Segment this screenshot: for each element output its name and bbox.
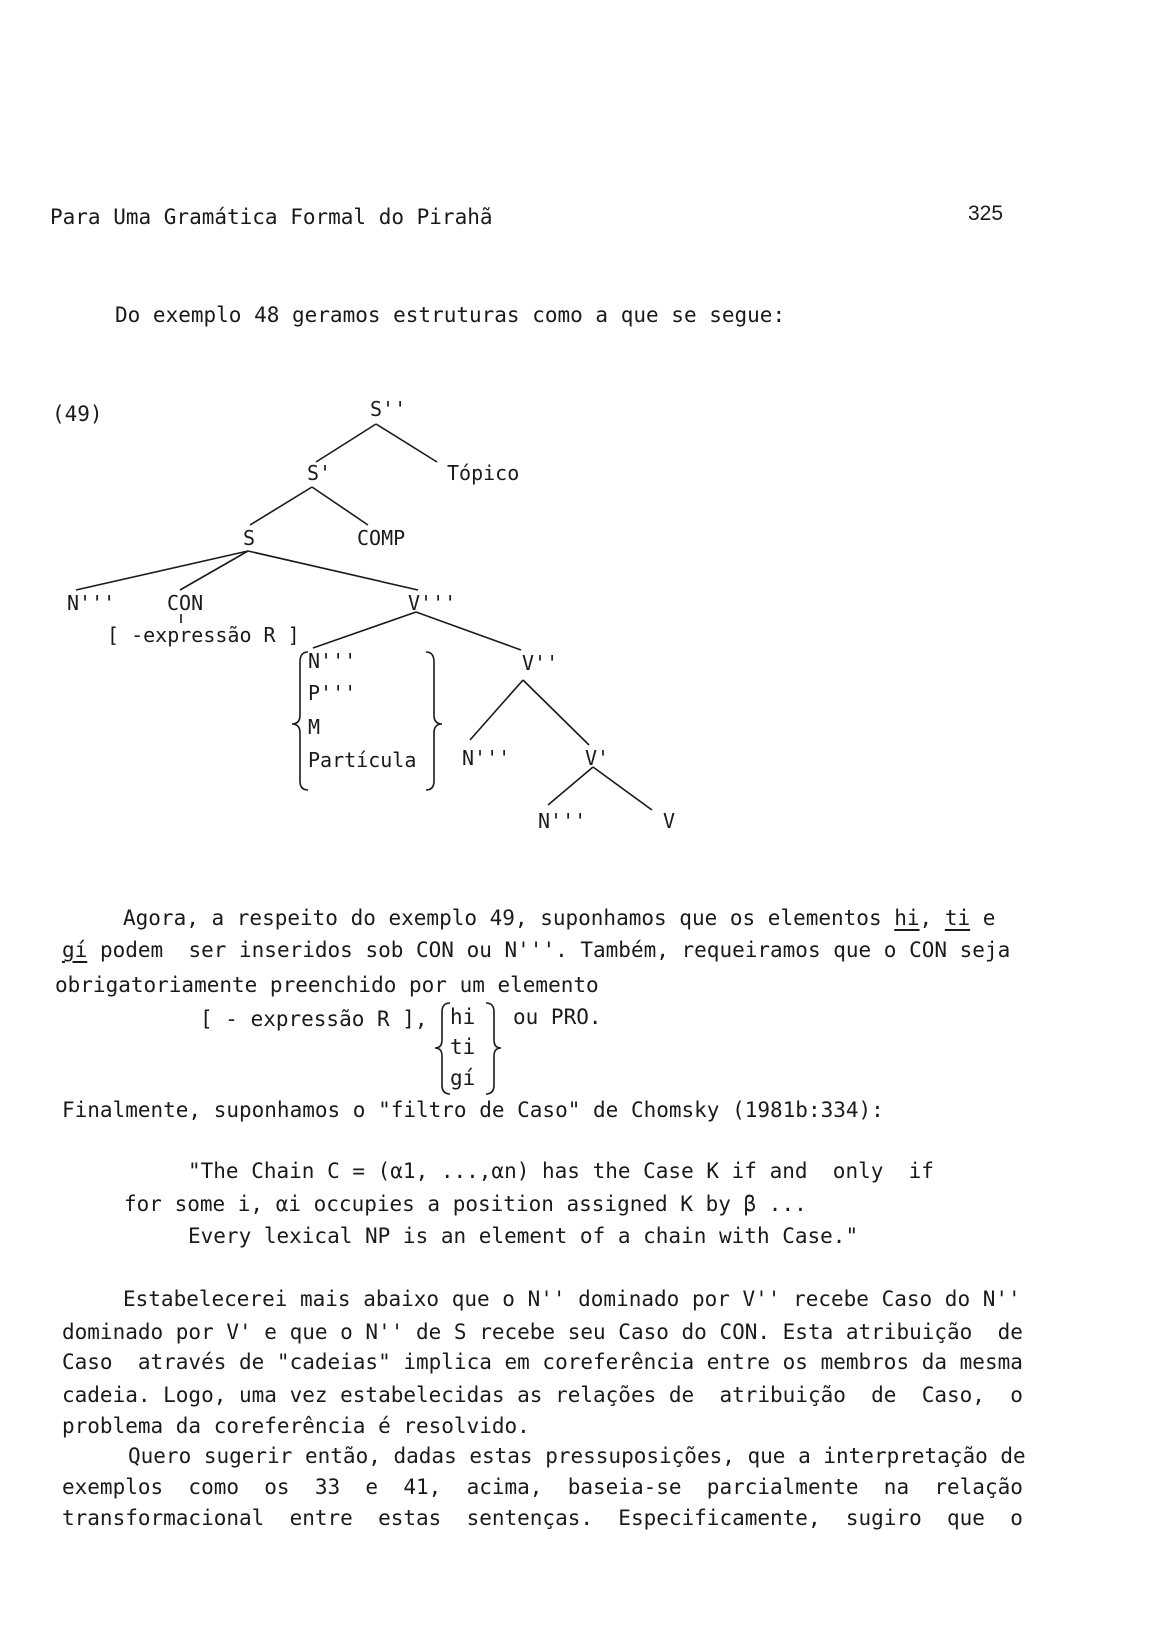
option-m: M bbox=[308, 715, 321, 739]
para3-line1: Quero sugerir então, dadas estas pressuposições, que a interpretação de bbox=[128, 1444, 1026, 1468]
right-curly-brace bbox=[426, 652, 442, 790]
node-v-bar: V' bbox=[585, 746, 610, 770]
finalmente-line: Finalmente, suponhamos o "filtro de Caso" de Chomsky (1981b:334): bbox=[62, 1098, 884, 1122]
branch-s2-topico bbox=[376, 424, 437, 462]
quote-line1: "The Chain C = (α1, ...,αn) has the Case K if and only if bbox=[188, 1159, 934, 1183]
node-s: S bbox=[243, 526, 256, 550]
set-prefix: [ - expressão R ], bbox=[200, 1007, 428, 1031]
branch-v1-n bbox=[548, 767, 593, 805]
set-item-ti: ti bbox=[450, 1035, 476, 1059]
page-number: 325 bbox=[968, 202, 1004, 225]
para3-line2: exemplos como os 33 e 41, acima, baseia-se parcialmente na relação bbox=[62, 1475, 1023, 1499]
branch-s-v3 bbox=[248, 551, 418, 590]
node-n-triple-bar-left: N''' bbox=[67, 591, 116, 615]
node-s-bar: S' bbox=[307, 461, 332, 485]
set-item-gi: gí bbox=[450, 1066, 476, 1090]
para2-line1: Estabelecerei mais abaixo que o N'' dominado por V'' recebe Caso do N'' bbox=[123, 1287, 1021, 1311]
branch-v1-v bbox=[593, 767, 652, 810]
branch-v2-n bbox=[470, 680, 523, 740]
para1-sep: , bbox=[919, 906, 945, 930]
option-n-triple-bar: N''' bbox=[308, 649, 357, 673]
branch-s1-s bbox=[250, 487, 312, 525]
branch-v3-options bbox=[313, 612, 416, 648]
branch-s-n bbox=[76, 551, 248, 590]
para2-line3: Caso através de "cadeias" implica em coreferência entre os membros da mesma bbox=[62, 1350, 1023, 1374]
word-gi: gí bbox=[62, 938, 88, 962]
para1-text-b: e bbox=[970, 906, 996, 930]
node-comp: COMP bbox=[357, 526, 406, 550]
para1-text-a: Agora, a respeito do exemplo 49, suponhamos que os elementos bbox=[123, 906, 895, 930]
node-con: CON bbox=[167, 591, 204, 615]
word-ti: ti bbox=[944, 906, 971, 930]
branch-v2-v1 bbox=[523, 680, 589, 745]
node-s-double-bar: S'' bbox=[370, 397, 407, 421]
word-hi: hi bbox=[894, 906, 920, 930]
para1-line3: obrigatoriamente preenchido por um elemento bbox=[55, 973, 599, 997]
node-topico: Tópico bbox=[447, 461, 520, 485]
set-suffix: ou PRO. bbox=[513, 1005, 602, 1029]
left-curly-brace bbox=[292, 652, 308, 790]
para1-line1 bbox=[123, 908, 995, 929]
option-p-triple-bar: P''' bbox=[308, 681, 357, 705]
para2-line4: cadeia. Logo, uma vez estabelecidas as relações de atribuição de Caso, o bbox=[62, 1383, 1023, 1407]
node-n-triple-bar-mid: N''' bbox=[462, 746, 511, 770]
set-item-hi: hi bbox=[450, 1005, 476, 1029]
node-expressao-r: [ -expressão R ] bbox=[107, 623, 300, 647]
node-v: V bbox=[663, 809, 676, 833]
quote-line3: Every lexical NP is an element of a chain with Case." bbox=[188, 1224, 859, 1248]
node-v-double-bar: V'' bbox=[522, 651, 559, 675]
intro-sentence: Do exemplo 48 geramos estruturas como a que se segue: bbox=[115, 303, 786, 327]
para2-line2: dominado por V' e que o N'' de S recebe seu Caso do CON. Esta atribuição de bbox=[62, 1320, 1023, 1344]
branch-s1-comp bbox=[312, 487, 368, 525]
option-particula: Partícula bbox=[308, 748, 417, 772]
quote-line2: for some i, αi occupies a position assigned K by β ... bbox=[124, 1192, 807, 1216]
set-left-brace bbox=[435, 1003, 450, 1094]
example-label: (49) bbox=[52, 402, 103, 426]
branch-v3-v2 bbox=[416, 612, 521, 650]
branch-s-con bbox=[180, 551, 248, 590]
node-v-triple-bar: V''' bbox=[408, 591, 457, 615]
node-n-triple-bar-low: N''' bbox=[538, 809, 587, 833]
para1-text-c: podem ser inseridos sob CON ou N'''. Também, requeiramos que o CON seja bbox=[87, 938, 1011, 962]
running-header: Para Uma Gramática Formal do Pirahã bbox=[50, 205, 493, 229]
para3-line3: transformacional entre estas sentenças. Especificamente, sugiro que o bbox=[62, 1506, 1023, 1530]
branch-s2-s1 bbox=[316, 424, 376, 462]
para1-line2 bbox=[62, 940, 1010, 961]
para2-line5: problema da coreferência é resolvido. bbox=[62, 1414, 530, 1438]
set-right-brace bbox=[486, 1003, 501, 1094]
